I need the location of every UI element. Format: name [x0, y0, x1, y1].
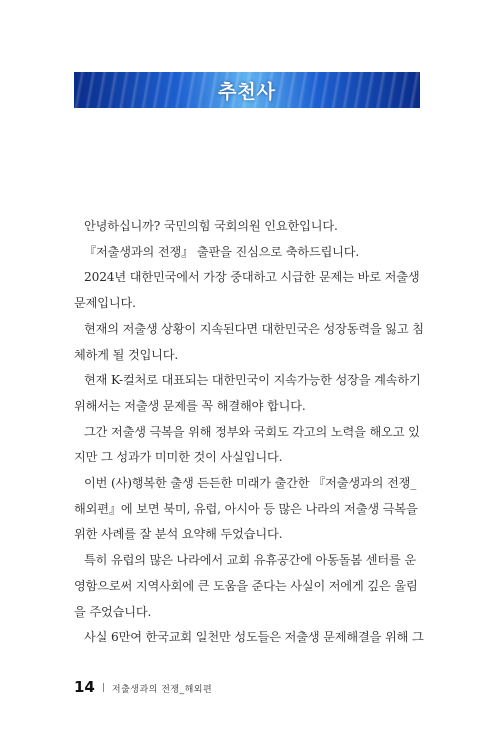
- paragraph: 그간 저출생 극복을 위해 정부와 국회도 각고의 노력을 해오고 있지만 그 성과가 미미한 것이 사실입니다.: [74, 424, 420, 465]
- running-title: 저출생과의 전쟁_해외편: [111, 685, 213, 695]
- section-banner: [74, 72, 420, 108]
- paragraph: 『저출생과의 전쟁』 출판을 진심으로 축하드립니다.: [84, 244, 360, 259]
- paragraph: 현재 K-컬처로 대표되는 대한민국이 지속가능한 성장을 계속하기 위해서는 저출생 문제를 꼭 해결해야 합니다.: [74, 373, 421, 413]
- paragraph: 2024년 대한민국에서 가장 중대하고 시급한 문제는 바로 저출생 문제입니다.: [74, 270, 420, 311]
- paragraph: 사실 6만여 한국교회 일천만 성도들은 저출생 문제해결을 위해 그: [84, 630, 424, 645]
- paragraph: 안녕하십니까? 국민의힘 국회의원 인요한입니다.: [84, 219, 338, 233]
- page-number: 14: [74, 678, 95, 696]
- paragraph: 특히 유럽의 많은 나라에서 교회 유휴공간에 아동돌봄 센터를 운영함으로써 지역사회에 큰 도움을 준다는 사실이 저에게 깊은 울림을 주었습니다.: [74, 553, 418, 619]
- body-text: [74, 214, 424, 651]
- paragraph: 이번 (사)행복한 출생 든든한 미래가 출간한 『저출생과의 전쟁_해외편』에 보면 북미, 유럽, 아시아 등 많은 나라의 저출생 극복을 위한 사례를 잘 분석 요약해 두었습니다.: [74, 476, 418, 542]
- page-footer: [74, 678, 212, 696]
- section-title: 추천사: [217, 80, 277, 103]
- paragraph: 현재의 저출생 상황이 지속된다면 대한민국은 성장동력을 잃고 침체하게 될 것입니다.: [74, 321, 424, 362]
- footer-divider: [103, 683, 104, 692]
